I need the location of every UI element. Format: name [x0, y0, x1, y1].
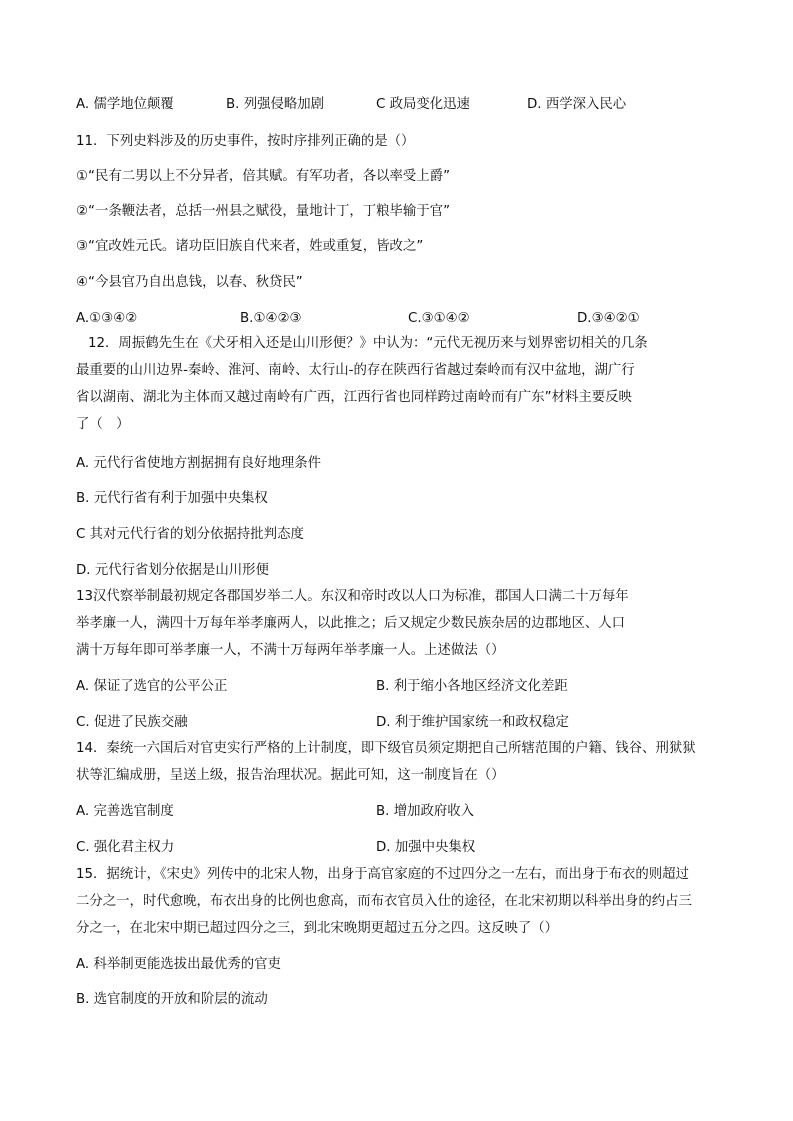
- q11-option-a: A.①③④②: [76, 311, 138, 326]
- q12-option-b: B. 元代行省有利于加强中央集权: [76, 491, 268, 506]
- q12-option-c: C 其对元代行省的划分依据持批判态度: [76, 527, 304, 542]
- q10-option-b: B. 列强侵略加剧: [226, 97, 325, 112]
- q12-stem-line-1: 12．周振鹤先生在《犬牙相入还是山川形便？》中认为：“元代无视历来与划界密切相关的几条: [88, 336, 648, 351]
- q12-option-d: D. 元代行省划分依据是山川形便: [76, 563, 269, 578]
- q15-stem-line-2: 二分之一，时代愈晚，布衣出身的比例也愈高，而布衣官员入仕的途径，在北宋初期以科举出身的约占三: [76, 894, 692, 909]
- q11-item-1: ①“民有二男以上不分异者，倍其赋。有军功者，各以率受上爵”: [76, 169, 451, 184]
- q11-option-d: D.③④②①: [577, 311, 640, 326]
- q11-item-2: ②“一条鞭法者，总括一州县之赋役，量地计丁，丁粮毕输于官”: [76, 204, 451, 219]
- q12-stem-line-3: 省以湖南、湖北为主体而又越过南岭有广西，江西行省也同样跨过南岭而有广东”材料主要反映: [76, 390, 632, 405]
- q12-option-a: A. 元代行省使地方割据拥有良好地理条件: [76, 456, 322, 471]
- q14-stem-line-2: 状等汇编成册，呈送上级，报告治理状况。据此可知，这一制度旨在（）: [76, 768, 505, 783]
- q14-option-d: D. 加强中央集权: [376, 840, 476, 855]
- q11-item-4: ④“今县官乃自出息钱，以春、秋贷民”: [76, 275, 303, 290]
- q12-stem-line-4: 了（ ）: [76, 417, 130, 432]
- q13-stem-line-1: 13汉代察举制最初规定各郡国岁举二人。东汉和帝时改以人口为标准，郡国人口满二十万每年: [76, 589, 629, 604]
- q15-stem-line-3: 分之一，在北宋中期已超过四分之三，到北宋晚期更超过五分之四。这反映了（）: [76, 921, 559, 936]
- q11-option-b: B.①④②③: [240, 311, 302, 326]
- q13-option-b: B. 利于缩小各地区经济文化差距: [376, 679, 568, 694]
- q11-option-c: C.③①④②: [408, 311, 470, 326]
- q15-option-a: A. 科举制更能选拔出最优秀的官吏: [76, 957, 281, 972]
- q13-stem-line-3: 满十万每年即可举孝廉一人，不满十万每两年举孝廉一人。上述做法（）: [76, 643, 505, 658]
- q15-option-b: B. 选官制度的开放和阶层的流动: [76, 992, 268, 1007]
- q13-option-d: D. 利于维护国家统一和政权稳定: [376, 715, 569, 730]
- q13-option-a: A. 保证了选官的公平公正: [76, 679, 228, 694]
- q10-option-c: C 政局变化迅速: [376, 97, 470, 112]
- q15-stem-line-1: 15．据统计，《宋史》列传中的北宋人物，出身于高官家庭的不过四分之一左右，而出身于布衣的则超过: [76, 867, 689, 882]
- q10-option-d: D. 西学深入民心: [527, 97, 627, 112]
- q14-stem-line-1: 14．秦统一六国后对官吏实行严格的上计制度，即下级官员须定期把自己所辖范围的户籍、钱谷、刑狱狱: [76, 741, 696, 756]
- q13-stem-line-2: 举孝廉一人，满四十万每年举孝廉两人，以此推之；后又规定少数民族杂居的边郡地区、人口: [76, 616, 626, 631]
- q14-option-c: C. 强化君主权力: [76, 840, 175, 855]
- q12-stem-line-2: 最重要的山川边界-秦岭、淮河、南岭、太行山-的存在陕西行省越过秦岭而有汉中盆地，湖广行: [76, 363, 635, 378]
- q14-option-a: A. 完善选官制度: [76, 804, 174, 819]
- q10-option-a: A. 儒学地位颠覆: [76, 97, 174, 112]
- q11-item-3: ③“宜改姓元氏。诸功臣旧族自代来者，姓或重复，皆改之”: [76, 239, 424, 254]
- q14-option-b: B. 增加政府收入: [376, 804, 475, 819]
- q11-stem: 11．下列史料涉及的历史事件，按时序排列正确的是（）: [76, 134, 415, 149]
- q13-option-c: C. 促进了民族交融: [76, 715, 188, 730]
